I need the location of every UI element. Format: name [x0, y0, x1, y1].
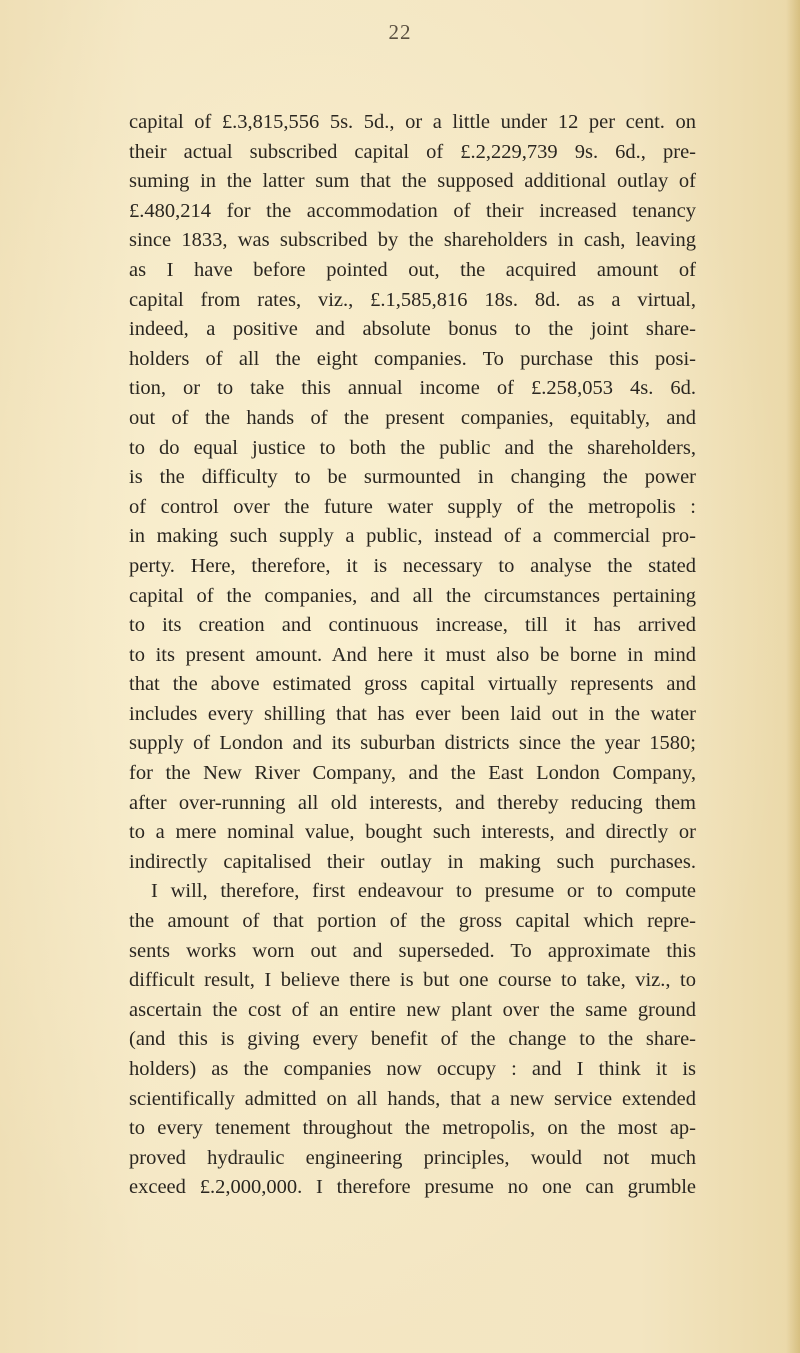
- page-number: 22: [388, 20, 412, 44]
- text-line: to its present amount. And here it must also be borne in mind: [129, 643, 696, 666]
- text-line: holders of all the eight companies. To purchase this posi-: [129, 347, 696, 370]
- text-line: indirectly capitalised their outlay in making such purchases.: [129, 850, 696, 873]
- text-line: £.480,214 for the accommodation of their increased tenancy: [129, 199, 696, 222]
- text-line: of control over the future water supply of the metropolis :: [129, 495, 696, 518]
- body-text: [129, 108, 696, 1203]
- text-line: holders) as the companies now occupy : and I think it is: [129, 1058, 696, 1080]
- text-line: exceed £.2,000,000. I therefore presume no one can grumble: [129, 1176, 696, 1199]
- text-line: their actual subscribed capital of £.2,229,739 9s. 6d., pre-: [129, 140, 696, 163]
- text-line: since 1833, was subscribed by the shareholders in cash, leaving: [129, 229, 696, 252]
- text-line: after over-running all old interests, and thereby reducing them: [129, 791, 696, 814]
- text-line: ascertain the cost of an entire new plant over the same ground: [129, 998, 696, 1021]
- text-line: capital of £.3,815,556 5s. 5d., or a little under 12 per cent. on: [129, 111, 696, 133]
- text-line: perty. Here, therefore, it is necessary to analyse the stated: [129, 554, 696, 577]
- text-line: (and this is giving every benefit of the change to the share-: [129, 1028, 696, 1051]
- text-line: is the difficulty to be surmounted in changing the power: [129, 466, 696, 489]
- text-line: as I have before pointed out, the acquired amount of: [129, 258, 696, 281]
- text-line: in making such supply a public, instead of a commercial pro-: [129, 525, 696, 548]
- text-line: to every tenement throughout the metropolis, on the most ap-: [129, 1117, 696, 1140]
- paragraph-start-line: I will, therefore, first endeavour to presume or to compute: [151, 880, 696, 903]
- text-line: difficult result, I believe there is but one course to take, viz., to: [129, 969, 696, 992]
- text-line: to do equal justice to both the public and the shareholders,: [129, 436, 696, 459]
- text-line: the amount of that portion of the gross capital which repre-: [129, 910, 696, 933]
- text-line: proved hydraulic engineering principles, would not much: [129, 1146, 696, 1169]
- text-line: scientifically admitted on all hands, that a new service extended: [129, 1087, 696, 1110]
- text-line: capital of the companies, and all the circumstances pertaining: [129, 584, 696, 607]
- text-line: out of the hands of the present companies, equitably, and: [129, 406, 696, 429]
- text-line: indeed, a positive and absolute bonus to the joint share-: [129, 318, 696, 341]
- text-line: supply of London and its suburban districts since the year 1580;: [129, 732, 696, 755]
- text-line: capital from rates, viz., £.1,585,816 18s. 8d. as a virtual,: [129, 288, 696, 311]
- text-line: suming in the latter sum that the supposed additional outlay of: [129, 170, 696, 193]
- text-line: to a mere nominal value, bought such interests, and directly or: [129, 821, 696, 844]
- text-line: tion, or to take this annual income of £.258,053 4s. 6d.: [129, 377, 696, 400]
- text-line: to its creation and continuous increase, till it has arrived: [129, 614, 696, 637]
- text-line: sents works worn out and superseded. To approximate this: [129, 939, 696, 962]
- text-line: for the New River Company, and the East London Company,: [129, 762, 696, 785]
- text-line: that the above estimated gross capital virtually represents and: [129, 673, 696, 696]
- text-line: includes every shilling that has ever been laid out in the water: [129, 702, 696, 725]
- page-edge-shadow: [786, 0, 800, 1353]
